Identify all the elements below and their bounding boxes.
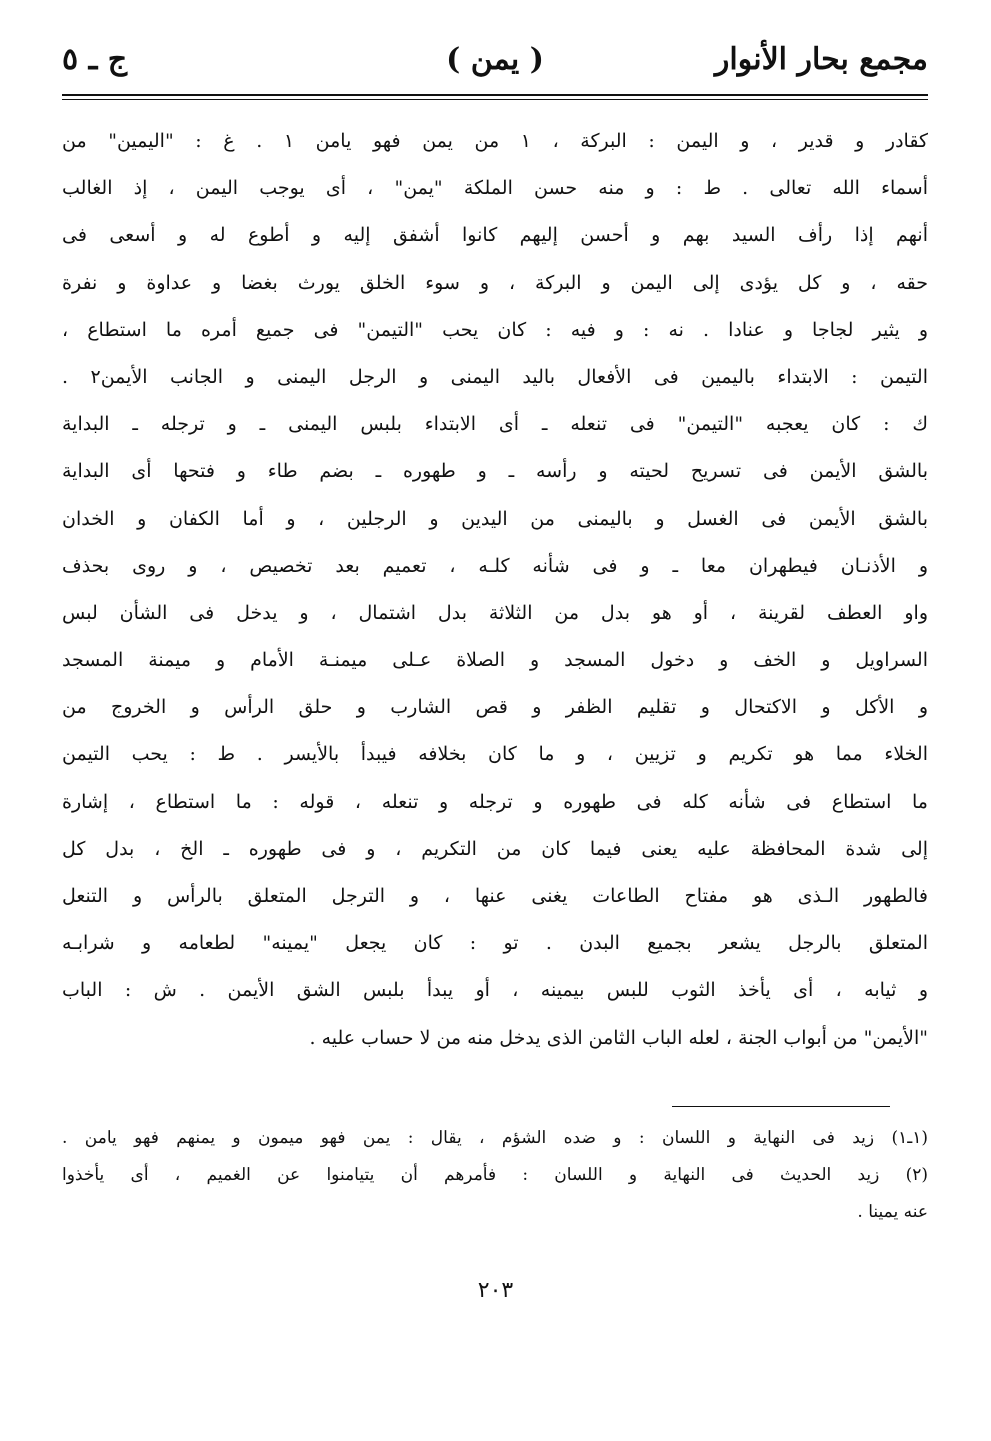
- header-rule: [62, 94, 928, 96]
- text-line: حقه ، و كل يؤدى إلى اليمن و البركة ، و سوء الخلق يورث بغضا و عداوة و نفرة: [62, 271, 928, 294]
- text-line: "الأيمن" من أبواب الجنة ، لعله الباب الثامن الذى يدخل منه من لا حساب عليه .: [309, 1026, 928, 1049]
- text-line: ما استطاع فى شأنه كله فى طهوره و ترجله و تنعله ، قوله : ما استطاع ، إشارة: [62, 790, 928, 813]
- footnote-line: (٢) زيد الحديث فى النهاية و اللسان : فأمرهم أن يتيامنوا عن الغميم ، أى يأخذوا: [62, 1165, 928, 1185]
- text-line: إلى شدة المحافظة عليه يعنى فيما كان من التكريم ، و فى طهوره ـ الخ ، بدل كل: [62, 837, 928, 860]
- text-line: بالشق الأيمن فى الغسل و باليمنى من اليدين و الرجلين ، و أما الكفان و الخدان: [62, 507, 928, 530]
- text-line: أسماء الله تعالى . ط : و منه حسن الملكة "يمن" ، أى يوجب اليمن ، إذ الغالب: [62, 177, 928, 200]
- main-text: [62, 118, 928, 1062]
- footnote-rule: [672, 1106, 890, 1107]
- text-line: التيمن : الابتداء باليمين فى الأفعال باليد اليمنى و الرجل اليمنى و الجانب الأيمن٢ .: [62, 365, 928, 388]
- footnotes: [62, 1120, 928, 1231]
- text-line: ك : كان يعجبه "التيمن" فى تنعله ـ أى الابتداء بلبس اليمنى ـ و ترجله ـ البداية: [62, 413, 928, 436]
- text-line: و الأكل و الاكتحال و تقليم الظفر و قص الشارب و حلق الرأس و الخروج من: [62, 696, 928, 719]
- book-title: مجمع بحار الأنوار: [714, 42, 928, 77]
- text-line: فالطهور الـذى هو مفتاح الطاعات يغنى عنها ، و الترجل المتعلق بالرأس و التنعل: [62, 885, 928, 907]
- footnote-line: (١ـ١) زيد فى النهاية و اللسان : و ضده الشؤم ، يقال : يمن فهو ميمون و يمنهم فهو يامن .: [62, 1128, 928, 1148]
- text-line: المتعلق بالرجل يشعر بجميع البدن . تو : كان يجعل "يمينه" لطعامه و شرابـه: [62, 932, 928, 955]
- header-rule-thin: [62, 99, 928, 100]
- volume-label: ج ـ ٥: [62, 42, 128, 77]
- footnote-line: عنه يمينا .: [857, 1202, 928, 1222]
- text-line: كقادر و قدير ، و اليمن : البركة ، ١ من يمن فهو يامن ١ . غ : "اليمين" من: [62, 130, 928, 152]
- text-line: أنهم إذا رأف السيد بهم و أحسن إليهم كانوا أشفق إليه و أطوع له و أسعى فى: [62, 224, 928, 247]
- text-line: و الأذنـان فيطهران معا ـ و فى شأنه كلـه ، تعميم بعد تخصيص ، و روى بحذف: [62, 554, 928, 577]
- text-line: و يثير لجاجا و عنادا . نه : و فيه : كان يحب "التيمن" فى جميع أمره ما استطاع ،: [62, 318, 928, 341]
- page-number: ٢٠٣: [477, 1278, 514, 1303]
- entry-root: ( يمن ): [446, 42, 544, 77]
- text-line: الخلاء مما هو تكريم و تزيين ، و ما كان بخلافه فيبدأ بالأيسر . ط : يحب التيمن: [62, 743, 928, 766]
- text-line: و ثيابه ، أى يأخذ الثوب للبس بيمينه ، أو يبدأ بلبس الشق الأيمن . ش : الباب: [62, 979, 928, 1002]
- text-line: بالشق الأيمن فى تسريح لحيته و رأسه ـ و طهوره ـ بضم طاء و فتحها أى البداية: [62, 460, 928, 483]
- text-line: واو العطف لقرينة ، أو هو بدل من الثلاثة بدل اشتمال ، و يدخل فى الشأن لبس: [62, 601, 928, 624]
- text-line: السراويل و الخف و دخول المسجد و الصلاة عـلى ميمنـة الأمام و ميمنة المسجد: [62, 649, 928, 672]
- running-header: [62, 36, 928, 92]
